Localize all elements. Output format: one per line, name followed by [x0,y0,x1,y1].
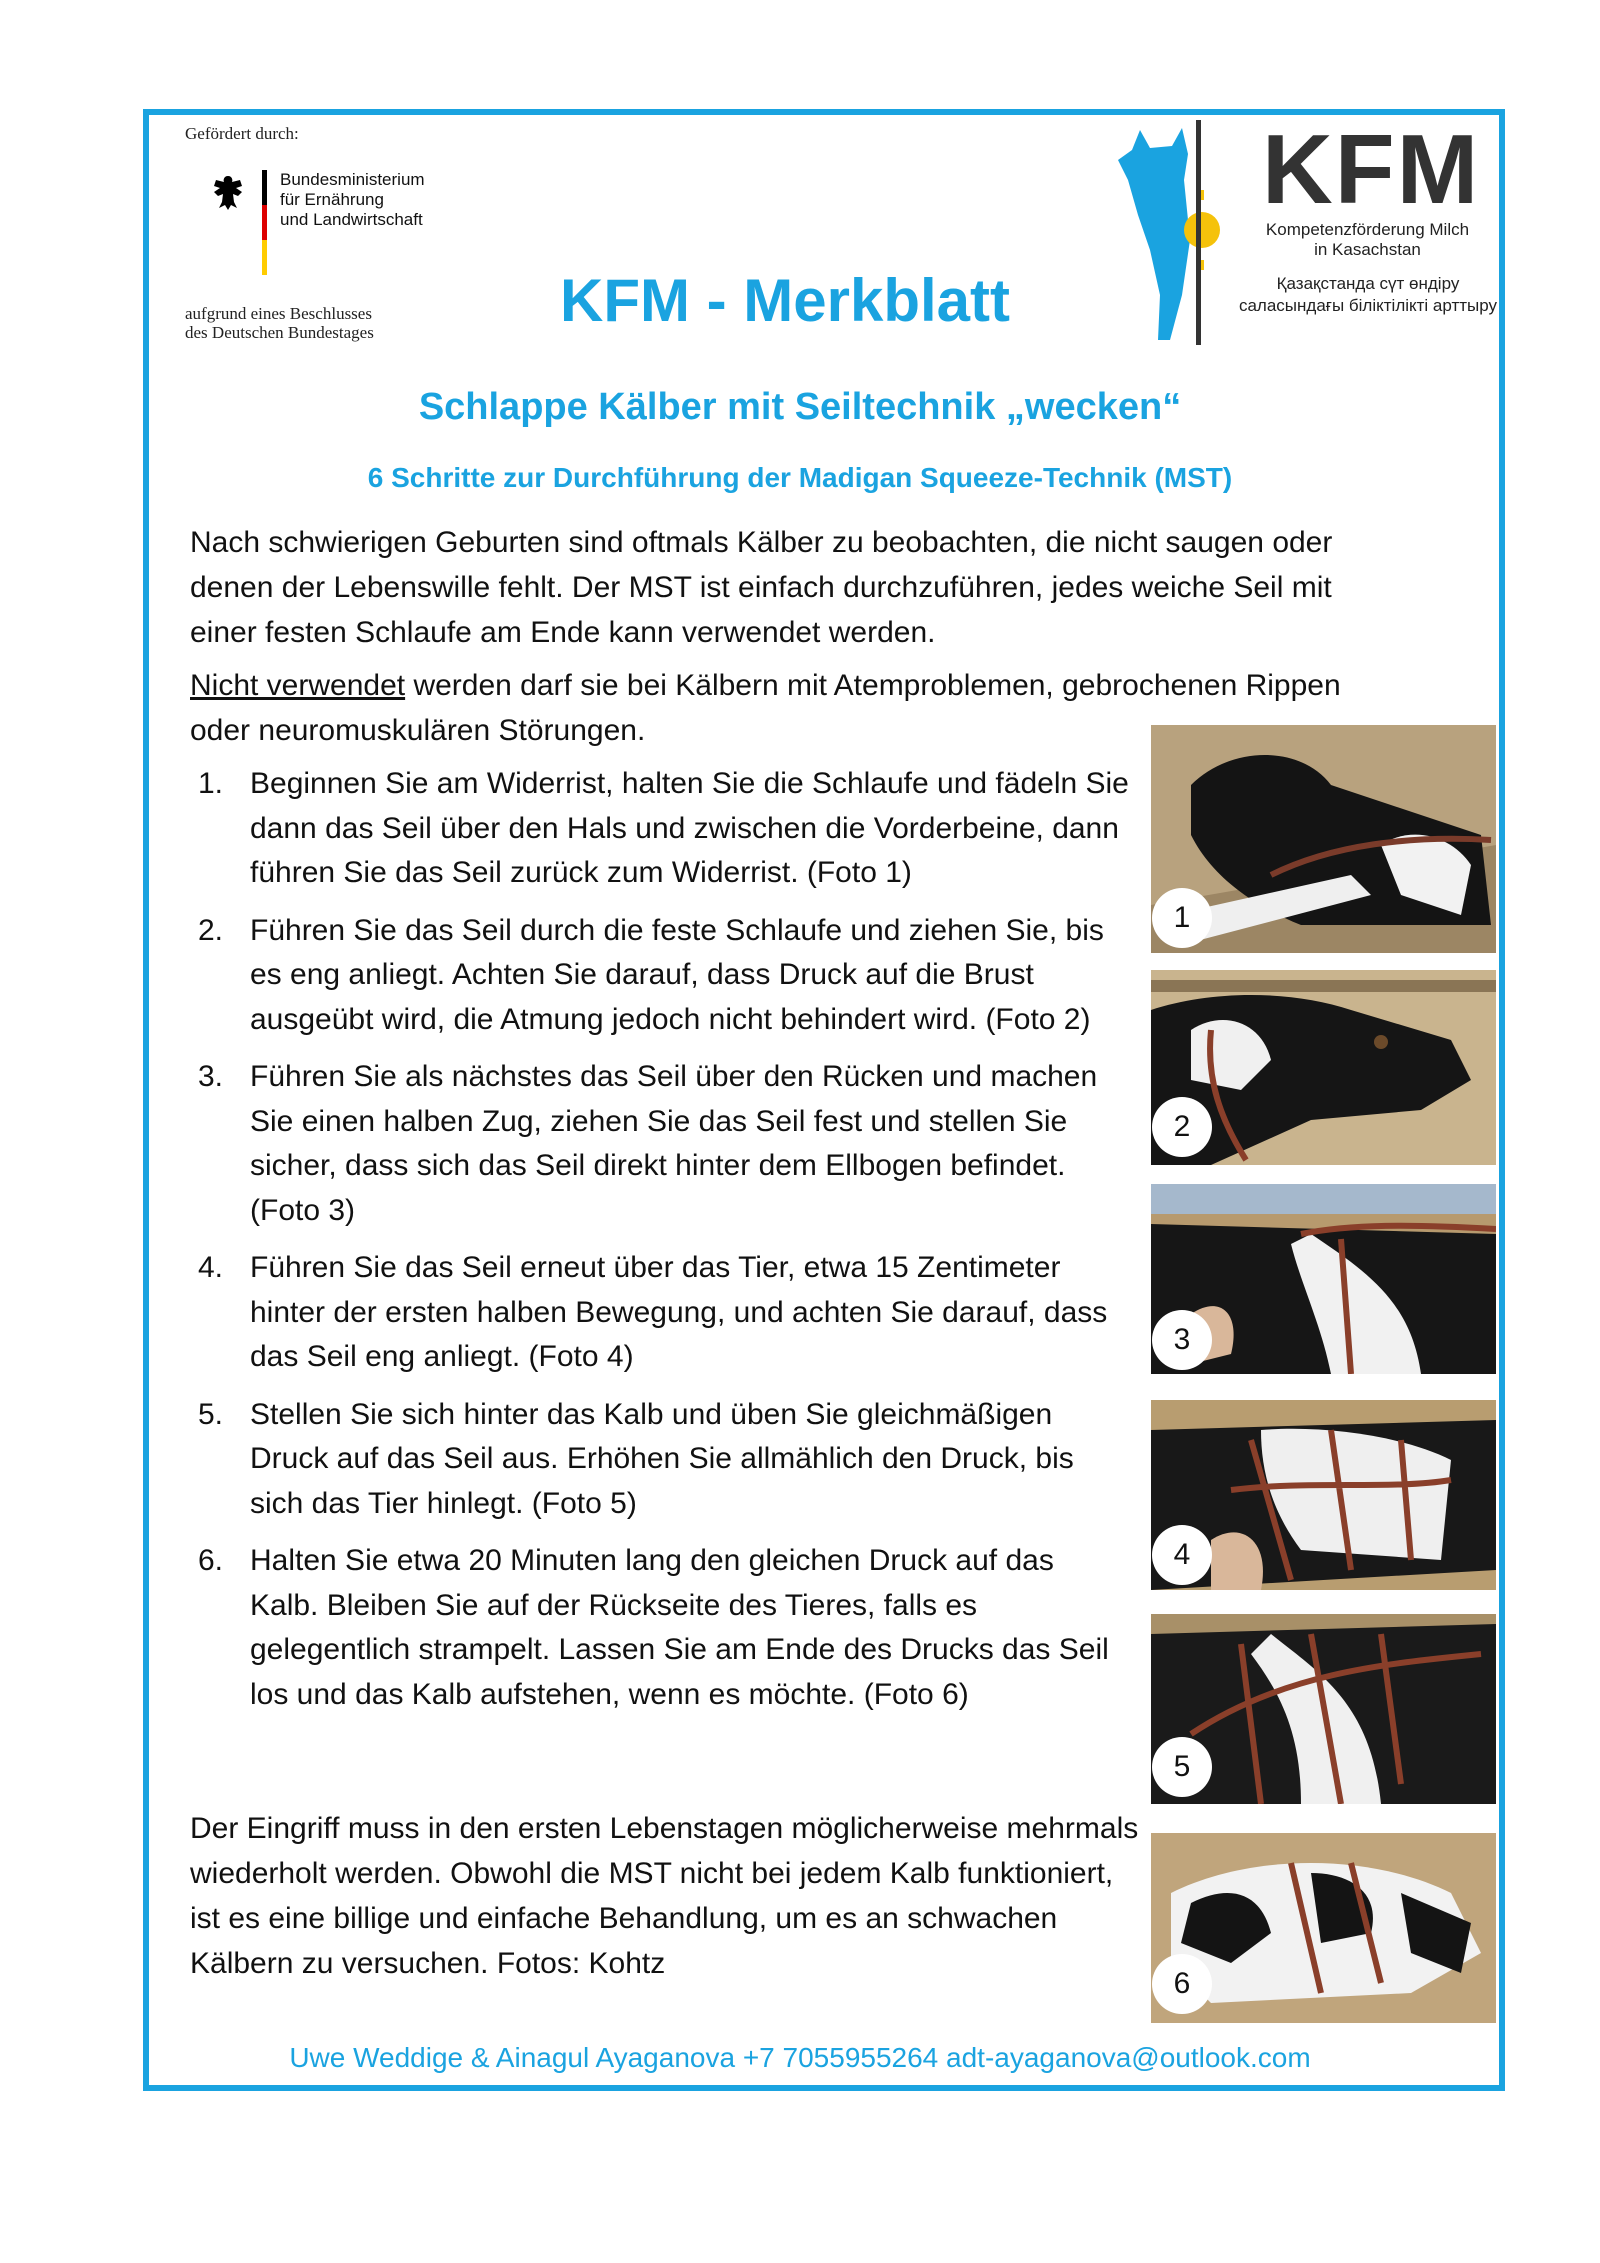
warning-rest: werden darf sie bei Kälbern mit Atemproblemen, gebrochenen Rippen oder neuromuskulären Störungen. [190,669,1341,747]
warning-underlined: Nicht verwendet [190,669,406,702]
bundestag-resolution: aufgrund eines Beschlusses des Deutschen Bundestages [185,304,374,342]
page-title: KFM - Merkblatt [560,267,1010,334]
step-item: 2. Führen Sie das Seil durch die feste Schlaufe und ziehen Sie, bis es eng anliegt. Achten Sie darauf, dass Druck auf die Brust ausgeübt wird, die Atmung jedoch nicht behindert wird. (Foto 2) [198,913,1104,1036]
photo-label: 5 [1152,1737,1212,1797]
step-item: 4. Führen Sie das Seil erneut über das Tier, etwa 15 Zentimeter hinter der ersten halben Bewegung, und achten Sie darauf, dass das Seil eng anliegt. (Foto 4) [198,1251,1108,1373]
logo-wordmark: KFM [1262,114,1481,224]
german-flag-stripe [262,170,267,275]
photo-label: 3 [1152,1310,1212,1370]
step-item: 5. Stellen Sie sich hinter das Kalb und üben Sie gleichmäßigen Druck auf das Seil aus. Erhöhen Sie allmählich den Druck, bis sich das Tier hinlegt. (Foto 5) [198,1397,1074,1520]
ministry-name: Bundesministerium für Ernährung und Landwirtschaft [280,170,425,229]
logo-subtitle: Kompetenzförderung Milch in Kasachstan [1265,220,1470,259]
closing-paragraph: Der Eingriff muss in den ersten Lebenstagen möglicherweise mehrmals wiederholt werden. Obwohl die MST nicht bei jedem Kalb funktioniert, ist es eine billige und einfache Behandlung, um es an schwachen Kälbern zu versuchen. Fotos: Kohtz [190,1812,1139,1980]
kfm-cow-logo-icon [1110,120,1220,345]
logo-kazakh-subtitle: Қазақстанда сүт өндіру саласындағы біліктілікті арттыру [1238,274,1498,315]
intro-paragraph: Nach schwierigen Geburten sind oftmals Kälber zu beobachten, die nicht saugen oder denen der Lebenswille fehlt. Der MST ist einfach durchzuführen, jedes weiche Seil mit einer festen Schlaufe am Ende kann verwendet werden. [190,526,1333,649]
photo-label: 1 [1152,888,1212,948]
subtitle: Schlappe Kälber mit Seiltechnik „wecken“ [418,386,1182,428]
step-item: 6. Halten Sie etwa 20 Minuten lang den gleichen Druck auf das Kalb. Bleiben Sie auf der Rückseite des Tieres, falls es gelegentlich strampelt. Lassen Sie am Ende des Drucks das Seil los und das Kalb aufstehen, wenn es möchte. (Foto 6) [198,1544,1109,1711]
step-item: 1. Beginnen Sie am Widerrist, halten Sie die Schlaufe und fädeln Sie dann das Seil über den Hals und zwischen die Vorderbeine, dann führen Sie das Seil zurück zum Widerrist. (Foto 1) [198,767,1129,889]
steps-list [190,762,1130,1730]
photo-label: 4 [1152,1525,1212,1585]
step-item: 3. Führen Sie als nächstes das Seil über den Rücken und machen Sie einen halben Zug, ziehen Sie das Seil fest und stellen Sie sicher, dass sich das Seil direkt hinter dem Ellbogen befindet. (Foto 3) [198,1060,1098,1227]
sponsor-heading: Gefördert durch: [185,124,299,143]
contact-footer: Uwe Weddige & Ainagul Ayaganova +7 7055955264 adt-ayaganova@outlook.com [289,2042,1311,2073]
photo-label: 6 [1152,1954,1212,2014]
technique-heading: 6 Schritte zur Durchführung der Madigan Squeeze-Technik (MST) [367,462,1233,493]
photo-label: 2 [1152,1097,1212,1157]
federal-eagle-icon [210,172,246,212]
